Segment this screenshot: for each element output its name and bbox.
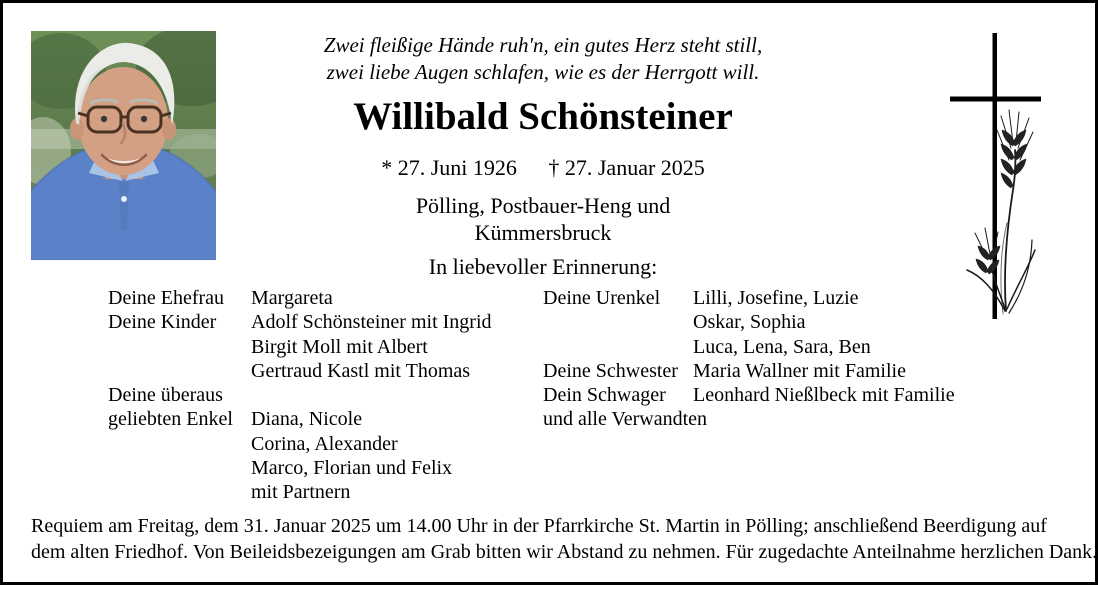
funeral-notice — [31, 514, 1098, 565]
mourner-relation: Deine Kinder — [108, 311, 217, 334]
mourners-right-column — [543, 287, 955, 433]
closing-line: und alle Verwandten — [543, 408, 708, 431]
mourner-row — [543, 311, 955, 335]
deceased-name: Willibald Schönsteiner — [353, 95, 733, 138]
mourner-row — [543, 287, 955, 311]
memorial-intro: In liebevoller Erinnerung: — [428, 254, 658, 279]
mourner-row — [108, 481, 492, 505]
death-date: † 27. Januar 2025 — [548, 155, 705, 180]
mourner-name: Gertraud Kastl mit Thomas — [251, 359, 471, 382]
portrait-photo — [31, 31, 216, 260]
cross-and-wheat-illustration — [943, 28, 1058, 328]
mourner-name: mit Partnern — [251, 481, 351, 504]
mourner-row — [108, 336, 492, 360]
mourner-row — [543, 384, 955, 408]
funeral-notice-line-2: dem alten Friedhof. Von Beileidsbezeigungen am Grab bitten wir Abstand zu nehmen. Für zugedachte Anteilnahme herzlichen Dank. — [31, 540, 1098, 563]
portrait-photo-image — [31, 31, 216, 260]
mourner-row — [108, 287, 492, 311]
mourner-name: Birgit Moll mit Albert — [251, 335, 428, 358]
mourners-left-column — [108, 287, 492, 506]
christian-cross-icon — [950, 33, 1041, 319]
residence — [193, 192, 893, 246]
mourner-name: Marco, Florian und Felix — [251, 457, 453, 480]
mourner-row — [543, 360, 955, 384]
epigraph-line-2: zwei liebe Augen schlafen, wie es der Herrgott will. — [326, 59, 760, 84]
mourner-relation: Deine überaus — [108, 384, 223, 407]
funeral-notice-line-1: Requiem am Freitag, dem 31. Januar 2025 um 14.00 Uhr in der Pfarrkirche St. Martin in Pölling; anschließend Beerdigung auf — [31, 515, 1047, 537]
life-dates — [193, 155, 893, 181]
mourner-name: Margareta — [251, 287, 333, 309]
epigraph-line-1: Zwei fleißige Hände ruh'n, ein gutes Herz steht still, — [323, 33, 763, 57]
mourner-relation: Deine Schwester — [543, 359, 678, 382]
birth-date: * 27. Juni 1926 — [381, 155, 517, 180]
mourner-row — [108, 360, 492, 384]
epigraph — [193, 32, 893, 85]
mourner-name: Corina, Alexander — [251, 432, 398, 455]
mourner-relation: geliebten Enkel — [108, 408, 233, 431]
mourner-row — [108, 311, 492, 335]
mourner-row — [108, 408, 492, 432]
mourner-name: Diana, Nicole — [251, 408, 363, 431]
mourner-row — [108, 433, 492, 457]
mourner-row — [108, 384, 492, 408]
mourner-name: Oskar, Sophia — [693, 311, 806, 334]
mourner-name: Luca, Lena, Sara, Ben — [693, 335, 871, 358]
mourner-row — [543, 336, 955, 360]
mourner-row — [108, 457, 492, 481]
residence-line-1: Pölling, Postbauer-Heng und — [415, 193, 671, 218]
mourner-name: Maria Wallner mit Familie — [693, 359, 906, 382]
mourner-name: Adolf Schönsteiner mit Ingrid — [251, 311, 492, 334]
mourner-relation: Deine Ehefrau — [108, 287, 225, 309]
mourner-name: Lilli, Josefine, Luzie — [693, 287, 859, 309]
mourner-name: Leonhard Nießlbeck mit Familie — [693, 384, 955, 407]
mourner-relation: Deine Urenkel — [543, 287, 661, 309]
wheat-ears-icon — [967, 110, 1035, 314]
mourner-closing-row — [543, 408, 955, 432]
mourner-relation: Dein Schwager — [543, 384, 666, 407]
residence-line-2: Kümmersbruck — [474, 220, 612, 245]
